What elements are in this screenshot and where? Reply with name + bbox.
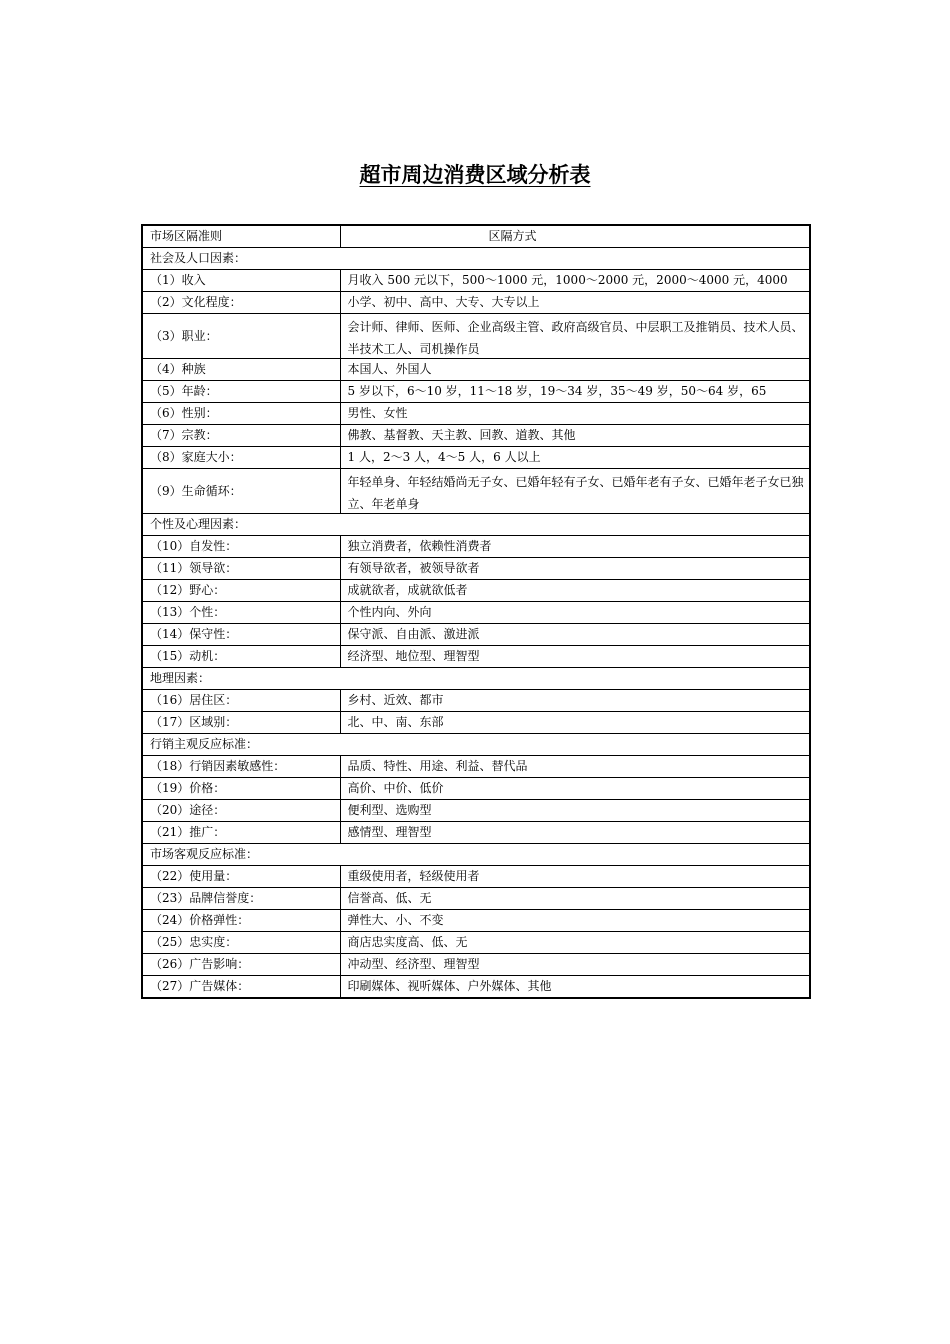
table-row <box>142 314 810 359</box>
table-row <box>142 558 810 580</box>
criterion-cell: （1）收入 <box>142 270 340 292</box>
criterion-cell: （8）家庭大小： <box>142 447 340 469</box>
segment-method-cell: 商店忠实度高、低、无 <box>340 932 810 954</box>
section-label: 行销主观反应标准： <box>142 734 810 756</box>
segment-method-cell: 月收入 500 元以下，500～1000 元，1000～2000 元，2000～4000 元，4000 <box>340 270 810 292</box>
table-row <box>142 756 810 778</box>
table-row <box>142 778 810 800</box>
table-row <box>142 270 810 292</box>
segment-method-cell: 印刷媒体、视听媒体、户外媒体、其他 <box>340 976 810 999</box>
section-row <box>142 248 810 270</box>
segment-method-cell: 乡村、近效、都市 <box>340 690 810 712</box>
table-row <box>142 536 810 558</box>
criterion-cell: （4）种族 <box>142 359 340 381</box>
criterion-cell: （17）区域别： <box>142 712 340 734</box>
section-row <box>142 734 810 756</box>
header-criteria: 市场区隔准则 <box>142 225 340 248</box>
table-row <box>142 447 810 469</box>
table-row <box>142 932 810 954</box>
segment-method-cell: 高价、中价、低价 <box>340 778 810 800</box>
table-row <box>142 976 810 999</box>
table-row <box>142 954 810 976</box>
segment-method-cell: 独立消费者，依赖性消费者 <box>340 536 810 558</box>
segment-method-cell: 便利型、选购型 <box>340 800 810 822</box>
table-row <box>142 712 810 734</box>
table-row <box>142 602 810 624</box>
section-label: 地理因素： <box>142 668 810 690</box>
criterion-cell: （6）性别： <box>142 403 340 425</box>
segment-method-cell: 成就欲者，成就欲低者 <box>340 580 810 602</box>
segment-method-cell: 5 岁以下，6～10 岁，11～18 岁，19～34 岁，35～49 岁，50～64 岁，65 <box>340 381 810 403</box>
criterion-cell: （15）动机： <box>142 646 340 668</box>
table-row <box>142 580 810 602</box>
segment-method-cell: 感情型、理智型 <box>340 822 810 844</box>
segment-method-cell: 北、中、南、东部 <box>340 712 810 734</box>
criterion-cell: （24）价格弹性： <box>142 910 340 932</box>
table-row <box>142 910 810 932</box>
table-row <box>142 822 810 844</box>
segment-method-cell: 品质、特性、用途、利益、替代品 <box>340 756 810 778</box>
criterion-cell: （16）居住区： <box>142 690 340 712</box>
table-row <box>142 800 810 822</box>
section-label: 市场客观反应标准： <box>142 844 810 866</box>
section-label: 个性及心理因素： <box>142 514 810 536</box>
segment-method-cell: 个性内向、外向 <box>340 602 810 624</box>
criterion-cell: （12）野心： <box>142 580 340 602</box>
criterion-cell: （27）广告媒体： <box>142 976 340 999</box>
criterion-cell: （5）年龄： <box>142 381 340 403</box>
segment-method-cell: 弹性大、小、不变 <box>340 910 810 932</box>
segment-method-cell <box>340 314 810 359</box>
segment-method-cell: 佛教、基督教、天主教、回教、道教、其他 <box>340 425 810 447</box>
criterion-cell: （10）自发性： <box>142 536 340 558</box>
segment-method-text: 会计师、律师、医师、企业高级主管、政府高级官员、中层职工及推销员、技术人员、半技术工人、司机操作员 <box>347 320 804 356</box>
criterion-cell: （3）职业： <box>142 314 340 359</box>
segment-method-cell <box>340 469 810 514</box>
segmentation-table <box>141 224 811 999</box>
segment-method-cell: 小学、初中、高中、大专、大专以上 <box>340 292 810 314</box>
table-row <box>142 403 810 425</box>
segment-method-cell: 1 人，2～3 人，4～5 人，6 人以上 <box>340 447 810 469</box>
criterion-cell: （18）行销因素敏感性： <box>142 756 340 778</box>
segment-method-cell: 冲动型、经济型、理智型 <box>340 954 810 976</box>
table-row <box>142 425 810 447</box>
table-row <box>142 888 810 910</box>
criterion-cell: （21）推广： <box>142 822 340 844</box>
table-row <box>142 624 810 646</box>
segment-method-cell: 重级使用者，轻级使用者 <box>340 866 810 888</box>
segmentation-table-body <box>142 225 810 998</box>
criterion-cell: （14）保守性： <box>142 624 340 646</box>
table-header-row <box>142 225 810 248</box>
segment-method-cell: 经济型、地位型、理智型 <box>340 646 810 668</box>
table-row <box>142 690 810 712</box>
criterion-cell: （26）广告影响： <box>142 954 340 976</box>
criterion-cell: （23）品牌信誉度： <box>142 888 340 910</box>
table-row <box>142 866 810 888</box>
section-row <box>142 668 810 690</box>
document-title <box>0 160 950 190</box>
criterion-cell: （22）使用量： <box>142 866 340 888</box>
table-row <box>142 292 810 314</box>
document-title-text: 超市周边消费区域分析表 <box>359 163 591 187</box>
table-row <box>142 381 810 403</box>
table-row <box>142 646 810 668</box>
header-method: 区隔方式 <box>340 225 810 248</box>
section-row <box>142 844 810 866</box>
segment-method-cell: 保守派、自由派、激进派 <box>340 624 810 646</box>
segment-method-cell: 男性、女性 <box>340 403 810 425</box>
criterion-cell: （2）文化程度： <box>142 292 340 314</box>
criterion-cell: （7）宗教： <box>142 425 340 447</box>
segment-method-cell: 有领导欲者，被领导欲者 <box>340 558 810 580</box>
segment-method-text: 年轻单身、年轻结婚尚无子女、已婚年轻有子女、已婚年老有子女、已婚年老子女已独立、年老单身 <box>347 475 804 511</box>
criterion-cell: （9）生命循环： <box>142 469 340 514</box>
criterion-cell: （19）价格： <box>142 778 340 800</box>
section-row <box>142 514 810 536</box>
criterion-cell: （11）领导欲： <box>142 558 340 580</box>
criterion-cell: （20）途径： <box>142 800 340 822</box>
criterion-cell: （13）个性： <box>142 602 340 624</box>
table-row <box>142 359 810 381</box>
table-row <box>142 469 810 514</box>
segment-method-cell: 本国人、外国人 <box>340 359 810 381</box>
segment-method-cell: 信誉高、低、无 <box>340 888 810 910</box>
section-label: 社会及人口因素： <box>142 248 810 270</box>
criterion-cell: （25）忠实度： <box>142 932 340 954</box>
